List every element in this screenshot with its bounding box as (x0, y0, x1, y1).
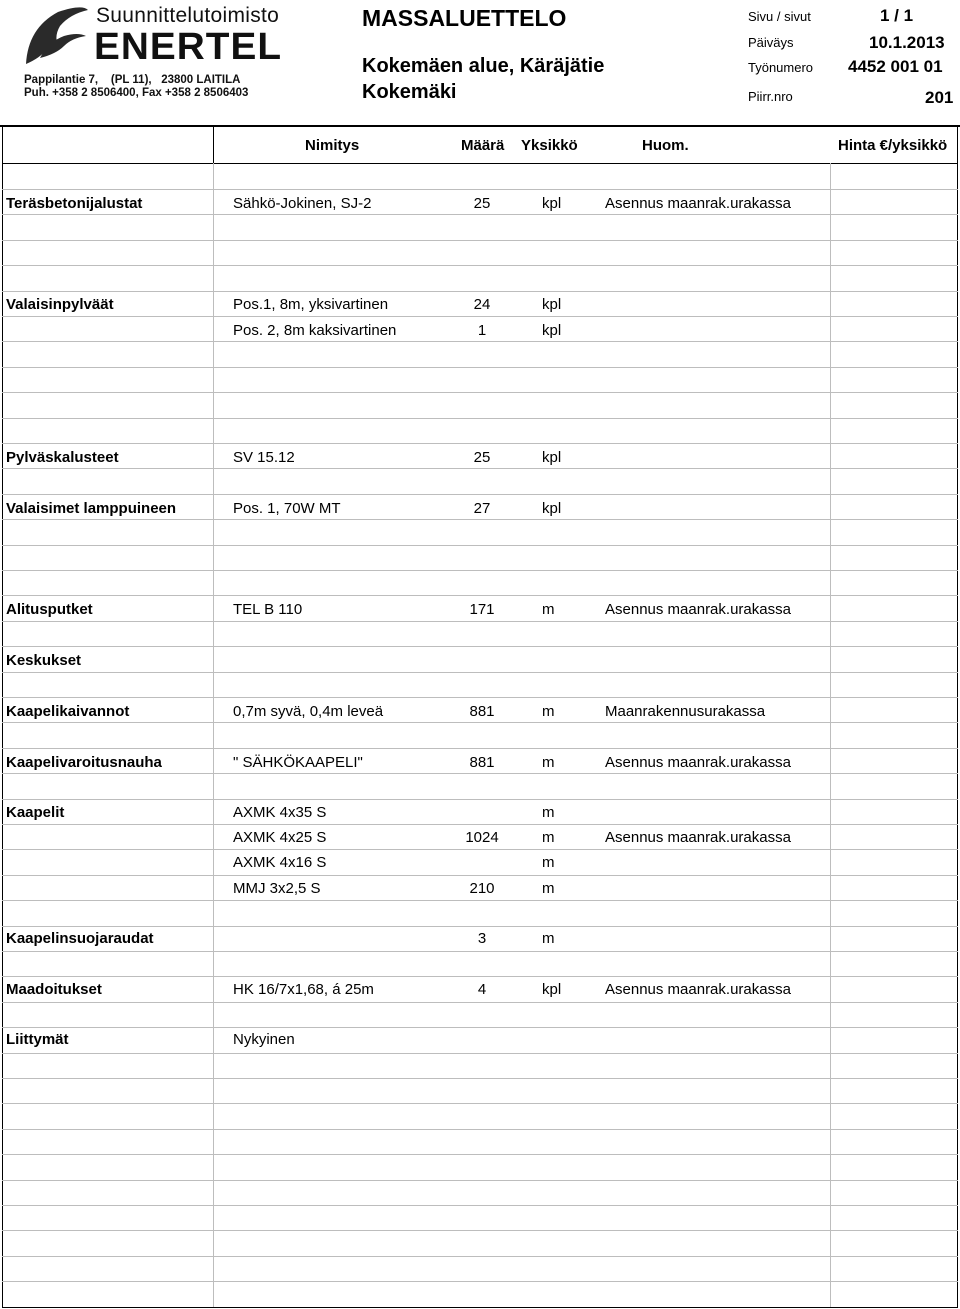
row-qty: 25 (473, 449, 491, 466)
grid-line (2, 1154, 958, 1155)
grid-line (2, 900, 958, 901)
grid-line (2, 443, 958, 444)
grid-line (2, 240, 958, 241)
grid-line (2, 1180, 958, 1181)
row-spec: TEL B 110 (233, 601, 303, 618)
row-spec: Pos. 2, 8m kaksivartinen (233, 322, 397, 339)
company-address (24, 74, 248, 100)
job-number-label: Työnumero (748, 60, 814, 75)
row-spec: " SÄHKÖKAAPELI" (233, 754, 363, 771)
grid-line (2, 265, 958, 266)
grid-line (2, 1129, 958, 1130)
grid-line (2, 1205, 958, 1206)
column-header-qty: Määrä (461, 137, 505, 154)
row-spec: Pos. 1, 70W MT (233, 500, 341, 517)
row-name: Kaapelikaivannot (6, 703, 130, 720)
grid-line (2, 1103, 958, 1104)
row-qty: 881 (469, 754, 495, 771)
row-spec: AXMK 4x25 S (233, 829, 327, 846)
row-unit: m (542, 930, 555, 947)
column-header-unit: Yksikkö (521, 137, 578, 154)
grid-line (2, 392, 958, 393)
row-unit: m (542, 804, 555, 821)
grid-line (2, 672, 958, 673)
row-qty: 1 (477, 322, 487, 339)
row-qty: 210 (469, 880, 495, 897)
grid-line (2, 1256, 958, 1257)
grid-line (2, 621, 958, 622)
grid-line (2, 951, 958, 952)
grid-line (2, 976, 958, 977)
row-unit: kpl (542, 296, 562, 313)
grid-line (830, 163, 831, 1307)
enertel-logo-icon (20, 6, 90, 68)
grid-line (957, 126, 958, 1308)
row-unit: kpl (542, 500, 562, 517)
row-note: Maanrakennusurakassa (605, 703, 766, 720)
grid-line (2, 468, 958, 469)
row-name: Valaisimet lamppuineen (6, 500, 177, 517)
row-note: Asennus maanrak.urakassa (605, 829, 791, 846)
grid-line (2, 341, 958, 342)
grid-line (2, 748, 958, 749)
row-spec: 0,7m syvä, 0,4m leveä (233, 703, 384, 720)
column-header-name: Nimitys (305, 137, 360, 154)
column-header-price: Hinta €/yksikkö (838, 137, 948, 154)
row-name: Pylväskalusteet (6, 449, 119, 466)
grid-line (2, 824, 958, 825)
row-name: Kaapelivaroitusnauha (6, 754, 162, 771)
row-note: Asennus maanrak.urakassa (605, 754, 791, 771)
row-qty: 24 (473, 296, 491, 313)
grid-line (2, 875, 958, 876)
grid-line (2, 697, 958, 698)
row-spec: AXMK 4x16 S (233, 854, 327, 871)
grid-line (2, 316, 958, 317)
row-spec: MMJ 3x2,5 S (233, 880, 321, 897)
grid-line (2, 773, 958, 774)
address-line2: Puh. +358 2 8506400, Fax +358 2 8506403 (24, 87, 249, 99)
row-qty: 881 (469, 703, 495, 720)
grid-line (2, 1027, 958, 1028)
row-unit: m (542, 854, 555, 871)
row-spec: HK 16/7x1,68, á 25m (233, 981, 374, 998)
row-qty: 1024 (465, 829, 499, 846)
document-header (0, 0, 960, 128)
row-spec: Pos.1, 8m, yksivartinen (233, 296, 389, 313)
row-spec: SV 15.12 (233, 449, 295, 466)
row-name: Valaisinpylväät (6, 296, 114, 313)
row-qty: 25 (473, 195, 491, 212)
grid-line (2, 1281, 958, 1282)
row-spec: Sähkö-Jokinen, SJ-2 (233, 195, 372, 212)
row-qty: 4 (477, 981, 487, 998)
grid-line (2, 1230, 958, 1231)
row-name: Keskukset (6, 652, 82, 669)
page-value: 1 / 1 (880, 6, 914, 25)
grid-line (2, 799, 958, 800)
grid-line (213, 126, 214, 164)
date-label: Päiväys (748, 35, 794, 50)
row-qty: 3 (477, 930, 487, 947)
grid-line (2, 163, 958, 164)
grid-line (2, 646, 958, 647)
company-name-line2: ENERTEL (94, 26, 283, 68)
row-spec: AXMK 4x35 S (233, 804, 327, 821)
row-unit: m (542, 601, 555, 618)
job-number-value: 4452 001 01 (848, 57, 943, 76)
row-qty: 171 (469, 601, 495, 618)
grid-line (213, 163, 214, 1307)
row-unit: kpl (542, 322, 562, 339)
row-note: Asennus maanrak.urakassa (605, 601, 791, 618)
header-divider (0, 125, 960, 127)
grid-line (2, 494, 958, 495)
document-title: MASSALUETTELO (362, 5, 567, 31)
row-unit: m (542, 754, 555, 771)
grid-line (2, 849, 958, 850)
grid-line (2, 545, 958, 546)
row-unit: kpl (542, 449, 562, 466)
row-unit: m (542, 880, 555, 897)
row-spec: Nykyinen (233, 1031, 295, 1048)
grid-line (2, 214, 958, 215)
row-unit: m (542, 703, 555, 720)
row-unit: kpl (542, 195, 562, 212)
grid-line (2, 519, 958, 520)
row-name: Maadoitukset (6, 981, 102, 998)
column-header-note: Huom. (642, 137, 689, 154)
address-line1: Pappilantie 7, (PL 11), 23800 LAITILA (24, 74, 241, 86)
drawing-number-label: Piirr.nro (748, 89, 793, 104)
date-value: 10.1.2013 (869, 33, 945, 52)
row-qty: 27 (473, 500, 491, 517)
row-unit: kpl (542, 981, 562, 998)
row-name: Liittymät (6, 1031, 69, 1048)
page-label: Sivu / sivut (748, 9, 811, 24)
row-note: Asennus maanrak.urakassa (605, 981, 791, 998)
grid-line (2, 570, 958, 571)
grid-line (2, 1002, 958, 1003)
grid-line (2, 418, 958, 419)
grid-line (2, 722, 958, 723)
row-name: Alitusputket (6, 601, 93, 618)
grid-line (2, 926, 958, 927)
grid-line (2, 126, 3, 1308)
grid-line (2, 1078, 958, 1079)
grid-line (2, 367, 958, 368)
grid-line (2, 595, 958, 596)
grid-line (2, 1307, 958, 1308)
row-name: Teräsbetonijalustat (6, 195, 143, 212)
row-name: Kaapelinsuojaraudat (6, 930, 154, 947)
grid-line (2, 1053, 958, 1054)
document-subtitle-2: Kokemäki (362, 81, 457, 103)
document-subtitle-1: Kokemäen alue, Käräjätie (362, 55, 605, 77)
grid-line (2, 291, 958, 292)
company-name-line1: Suunnittelutoimisto (96, 4, 280, 27)
grid-line (2, 189, 958, 190)
row-unit: m (542, 829, 555, 846)
row-note: Asennus maanrak.urakassa (605, 195, 791, 212)
drawing-number-value: 201 (925, 88, 954, 107)
row-name: Kaapelit (6, 804, 65, 821)
